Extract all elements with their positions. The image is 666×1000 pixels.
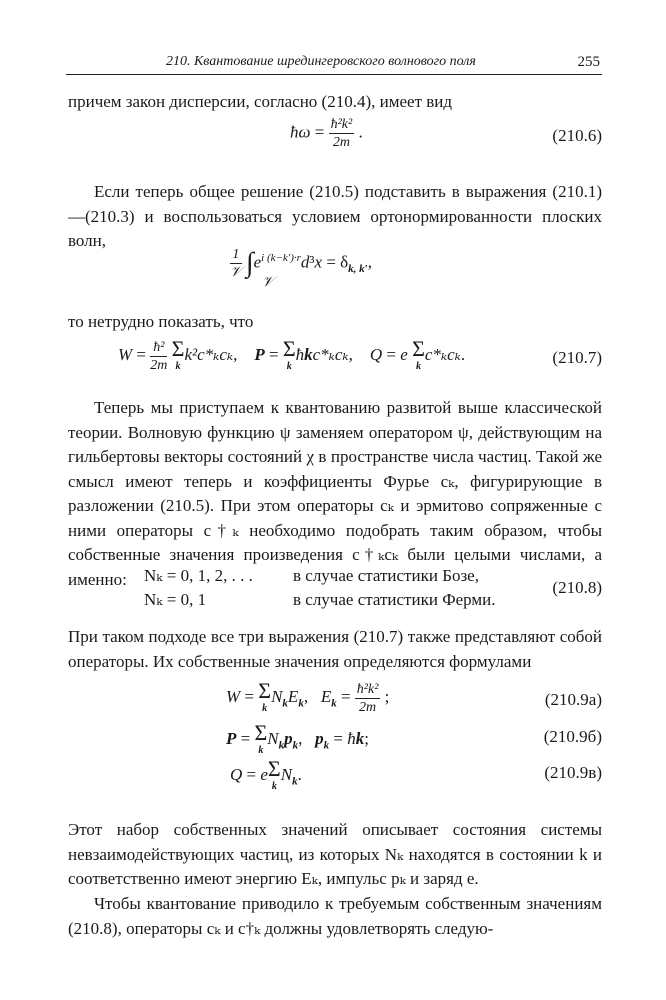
equation-210-9b: P = Σ k $N_kp_k$, $p_k$ = ħk; <box>226 720 369 756</box>
paragraph-dispersion: причем закон дисперсии, согласно (210.4), имеет вид <box>68 92 453 111</box>
equation-210-8-line2-lhs: Nₖ = 0, 1 <box>144 590 207 609</box>
equation-number-210-9b: (210.9б) <box>543 727 602 746</box>
running-header <box>66 52 602 75</box>
equation-210-7: W = $\frac{\text{ħ²}}{2m}$ Σ k k²c*ₖcₖ, P = Σ k ħkc*ₖcₖ, Q = e Σ k c*ₖcₖ. <box>118 336 466 373</box>
header-title: 210. Квантование шредингеровского волнового поля <box>166 54 476 69</box>
equation-orthonormality: $\frac{1}{\text{𝒱}}$ $\int e^{i (k-k')\cdot r}d^3x = \delta_{k, k'}$, <box>230 247 373 280</box>
paragraph-result-intro: то нетрудно показать, что <box>68 312 254 331</box>
equation-number-210-8: (210.8) <box>552 578 602 597</box>
equation-number-210-9a: (210.9а) <box>544 690 602 709</box>
equation-number-210-7: (210.7) <box>552 348 602 367</box>
paragraph-operators: При таком подходе все три выражения (210.7) также представляют собой операторы. Их собственные значения определяются формулами <box>68 627 602 671</box>
equation-210-9a: W = Σ k $N_kE_k$, $E_k$ = $\frac{\text{ħ²k²}}{2m}$ ; <box>226 678 390 715</box>
equation-210-9v: Q = e Σ k $N_k$. <box>230 756 302 792</box>
paragraph-substitution: Если теперь общее решение (210.5) подставить в выражения (210.1)—(210.3) и воспользоваться условием ортонормированности плоских волн, <box>68 182 602 250</box>
paragraph-commutation: Чтобы квантование приводило к требуемым собственным значениям (210.8), операторы cₖ и c†ₖ должны удовлетворять следую- <box>68 894 602 938</box>
equation-number-210-6: (210.6) <box>552 126 602 145</box>
equation-210-8-line1-lhs: Nₖ = 0, 1, 2, . . . <box>144 566 253 585</box>
paragraph-eigenvalues: Этот набор собственных значений описывает состояния системы невзаимодействующих частиц, из которых Nₖ находятся в состоянии k и соответственно имеют энергию Eₖ, импульс pₖ и заряд e. <box>68 820 602 888</box>
page-number: 255 <box>577 54 600 70</box>
integration-domain-label: 𝒱 <box>262 275 274 290</box>
equation-number-210-9v: (210.9в) <box>544 763 602 782</box>
equation-210-8-line2-text: в случае статистики Ферми. <box>293 590 496 609</box>
equation-210-8-line1-text: в случае статистики Бозе, <box>293 566 479 585</box>
equation-210-6: ħω = $\frac{\text{ħ²k²}}{2m}$ . <box>290 117 363 150</box>
paragraph-quantization: Теперь мы приступаем к квантованию развитой выше классической теории. Волновую функцию ψ заменяем оператором ψ, действующим на гильбертовы векторы состояний χ в пространстве числа частиц. Такой же смысл имеют теперь и коэффициенты Фурье cₖ, фигурирующие в разложении (210.5). При этом операторы cₖ и эрмитово сопряженные с ними операторы c†ₖ необходимо подобрать таким образом, чтобы собственные значения произведения c†ₖcₖ были целыми числами, а именно: <box>68 398 602 589</box>
